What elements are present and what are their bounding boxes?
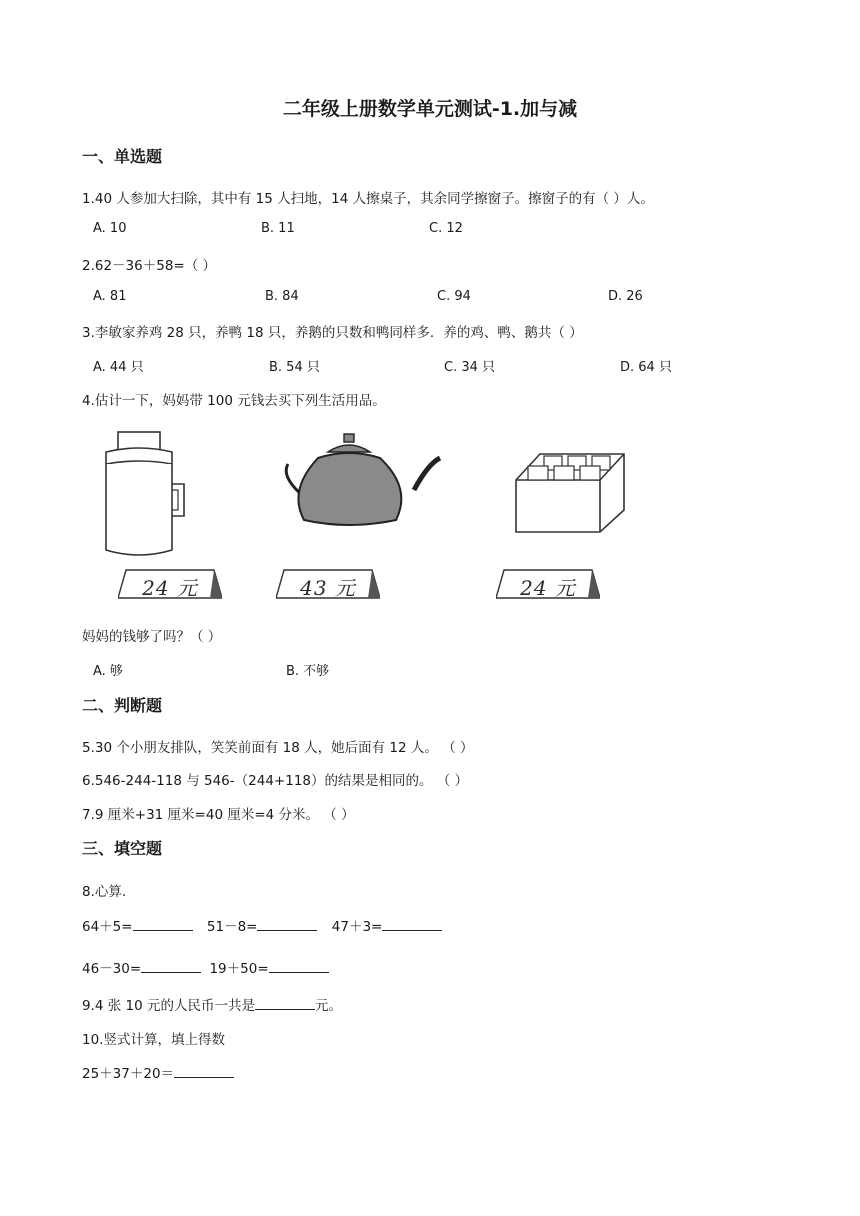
teapot-icon bbox=[278, 430, 444, 528]
q1-option-b[interactable]: B. 11 bbox=[261, 221, 295, 236]
q8-expr-3: 47＋3= bbox=[331, 919, 383, 935]
q8-expr-2: 51－8= bbox=[206, 919, 258, 935]
q3-option-b[interactable]: B. 54 只 bbox=[269, 360, 320, 375]
q8-expr-4: 46－30= bbox=[82, 961, 142, 977]
q9-blank[interactable] bbox=[255, 995, 315, 1010]
q8-row-2 bbox=[82, 957, 329, 977]
q4-option-b[interactable]: B. 不够 bbox=[286, 664, 330, 679]
q9-text-after: 元。 bbox=[315, 998, 343, 1014]
q8-expr-1: 64＋5= bbox=[82, 919, 133, 935]
question-2: 2.62－36＋58=（ ） bbox=[82, 258, 217, 274]
q8-blank-4[interactable] bbox=[141, 958, 201, 973]
section-fill-blank: 三、填空题 bbox=[82, 839, 163, 858]
question-8: 8.心算. bbox=[82, 884, 127, 900]
price-thermos: 24 元 bbox=[142, 576, 198, 600]
price-tag-thermos bbox=[118, 566, 222, 600]
q8-blank-3[interactable] bbox=[382, 916, 442, 931]
q9-text-before: 9.4 张 10 元的人民币一共是 bbox=[82, 998, 256, 1014]
q3-option-a[interactable]: A. 44 只 bbox=[93, 360, 144, 375]
q4-option-a[interactable]: A. 够 bbox=[93, 664, 123, 679]
q2-option-d[interactable]: D. 26 bbox=[608, 289, 643, 304]
cup-set-icon bbox=[512, 450, 628, 534]
section-single-choice: 一、单选题 bbox=[82, 147, 163, 166]
q8-row-1 bbox=[82, 915, 442, 935]
price-tag-cups bbox=[496, 566, 600, 600]
question-1: 1.40 人参加大扫除，其中有 15 人扫地，14 人擦桌子，其余同学擦窗子。擦窗子的有（ ）人。 bbox=[82, 191, 654, 207]
question-10: 10.竖式计算，填上得数 bbox=[82, 1032, 225, 1048]
question-4-prompt: 妈妈的钱够了吗？（ ） bbox=[82, 629, 222, 645]
price-teapot: 43 元 bbox=[300, 576, 356, 600]
q10-blank[interactable] bbox=[174, 1063, 234, 1078]
q1-option-a[interactable]: A. 10 bbox=[93, 221, 127, 236]
q2-option-a[interactable]: A. 81 bbox=[93, 289, 127, 304]
section-true-false: 二、判断题 bbox=[82, 696, 163, 715]
thermos-icon bbox=[98, 430, 194, 560]
q10-expression-row bbox=[82, 1062, 234, 1082]
q8-expr-5: 19＋50= bbox=[209, 961, 269, 977]
q2-option-b[interactable]: B. 84 bbox=[265, 289, 299, 304]
question-9 bbox=[82, 994, 342, 1014]
question-4: 4.估计一下，妈妈带 100 元钱去买下列生活用品。 bbox=[82, 393, 386, 409]
q1-option-c[interactable]: C. 12 bbox=[429, 221, 463, 236]
price-tag-teapot bbox=[276, 566, 380, 600]
q2-option-c[interactable]: C. 94 bbox=[437, 289, 471, 304]
q3-option-c[interactable]: C. 34 只 bbox=[444, 360, 496, 375]
q3-option-d[interactable]: D. 64 只 bbox=[620, 360, 672, 375]
price-cups: 24 元 bbox=[520, 576, 576, 600]
question-7[interactable]: 7.9 厘米+31 厘米=40 厘米=4 分米。 （ ） bbox=[82, 807, 355, 823]
question-5[interactable]: 5.30 个小朋友排队，笑笑前面有 18 人，她后面有 12 人。 （ ） bbox=[82, 740, 474, 756]
q10-expression: 25＋37＋20＝ bbox=[82, 1066, 175, 1082]
q8-blank-2[interactable] bbox=[257, 916, 317, 931]
q8-blank-1[interactable] bbox=[133, 916, 193, 931]
question-6[interactable]: 6.546-244-118 与 546-（244+118）的结果是相同的。 （ ） bbox=[82, 773, 469, 789]
question-3: 3.李敏家养鸡 28 只，养鸭 18 只，养鹅的只数和鸭同样多．养的鸡、鸭、鹅共（ ） bbox=[82, 325, 583, 341]
page-title: 二年级上册数学单元测试-1.加与减 bbox=[282, 98, 578, 120]
q8-blank-5[interactable] bbox=[269, 958, 329, 973]
